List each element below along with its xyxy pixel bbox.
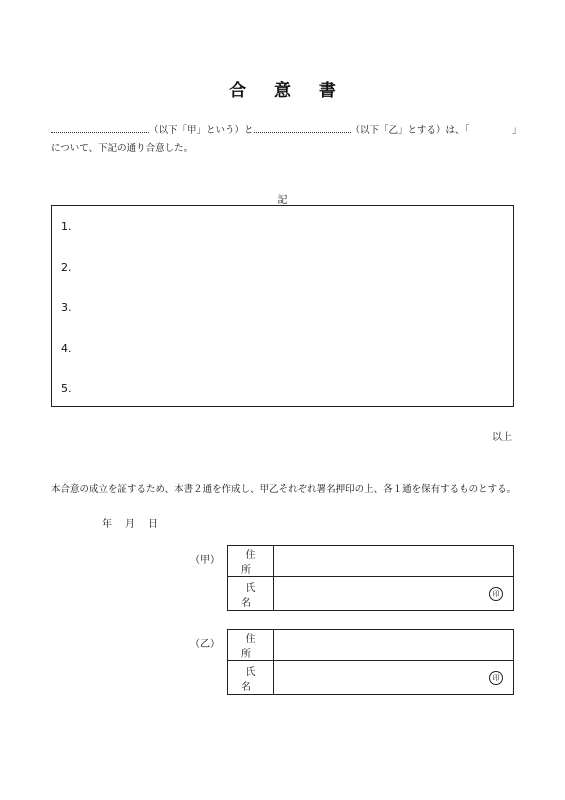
party-a-text: （以下「甲」という）と — [149, 125, 254, 136]
party-a-address-field[interactable] — [274, 546, 514, 577]
party-b-blank[interactable] — [254, 124, 351, 133]
closing-statement: 本合意の成立を証するため、本書２通を作成し、甲乙それぞれ署名押印の上、各１通を保有するものとする。 — [51, 484, 517, 495]
date-year: 年 — [102, 519, 112, 530]
item-number: 4. — [61, 342, 72, 355]
date-day: 日 — [148, 519, 158, 530]
party-b-address-field[interactable] — [274, 630, 514, 661]
item-number: 1. — [61, 220, 72, 233]
address-label: 住 所 — [228, 546, 274, 577]
name-label: 氏 名 — [228, 661, 274, 695]
party-b-signature-table — [227, 629, 514, 695]
agreement-items-box — [51, 205, 514, 407]
party-a-signature-table — [227, 545, 514, 611]
item-number: 3. — [61, 301, 72, 314]
party-a-label: （甲） — [190, 555, 220, 566]
ijo-text: 以上 — [492, 432, 512, 443]
intro-line-1 — [51, 122, 469, 136]
seal-icon: 印 — [489, 587, 503, 601]
party-b-name-field[interactable] — [274, 661, 514, 695]
name-label: 氏 名 — [228, 577, 274, 611]
address-label: 住 所 — [228, 630, 274, 661]
party-b-text: （以下「乙」とする）は、「 — [350, 125, 470, 136]
item-number: 2. — [61, 261, 72, 274]
party-b-label: （乙） — [190, 639, 220, 650]
party-a-blank[interactable] — [51, 124, 149, 133]
document-title: 合 意 書 — [229, 81, 347, 101]
item-number: 5. — [61, 382, 72, 395]
ki-heading: 記 — [277, 195, 288, 206]
date-month: 月 — [125, 519, 135, 530]
close-bracket: 」 — [512, 125, 522, 136]
party-a-name-field[interactable] — [274, 577, 514, 611]
intro-line-2: について、下記の通り合意した。 — [51, 143, 194, 154]
seal-icon: 印 — [489, 671, 503, 685]
